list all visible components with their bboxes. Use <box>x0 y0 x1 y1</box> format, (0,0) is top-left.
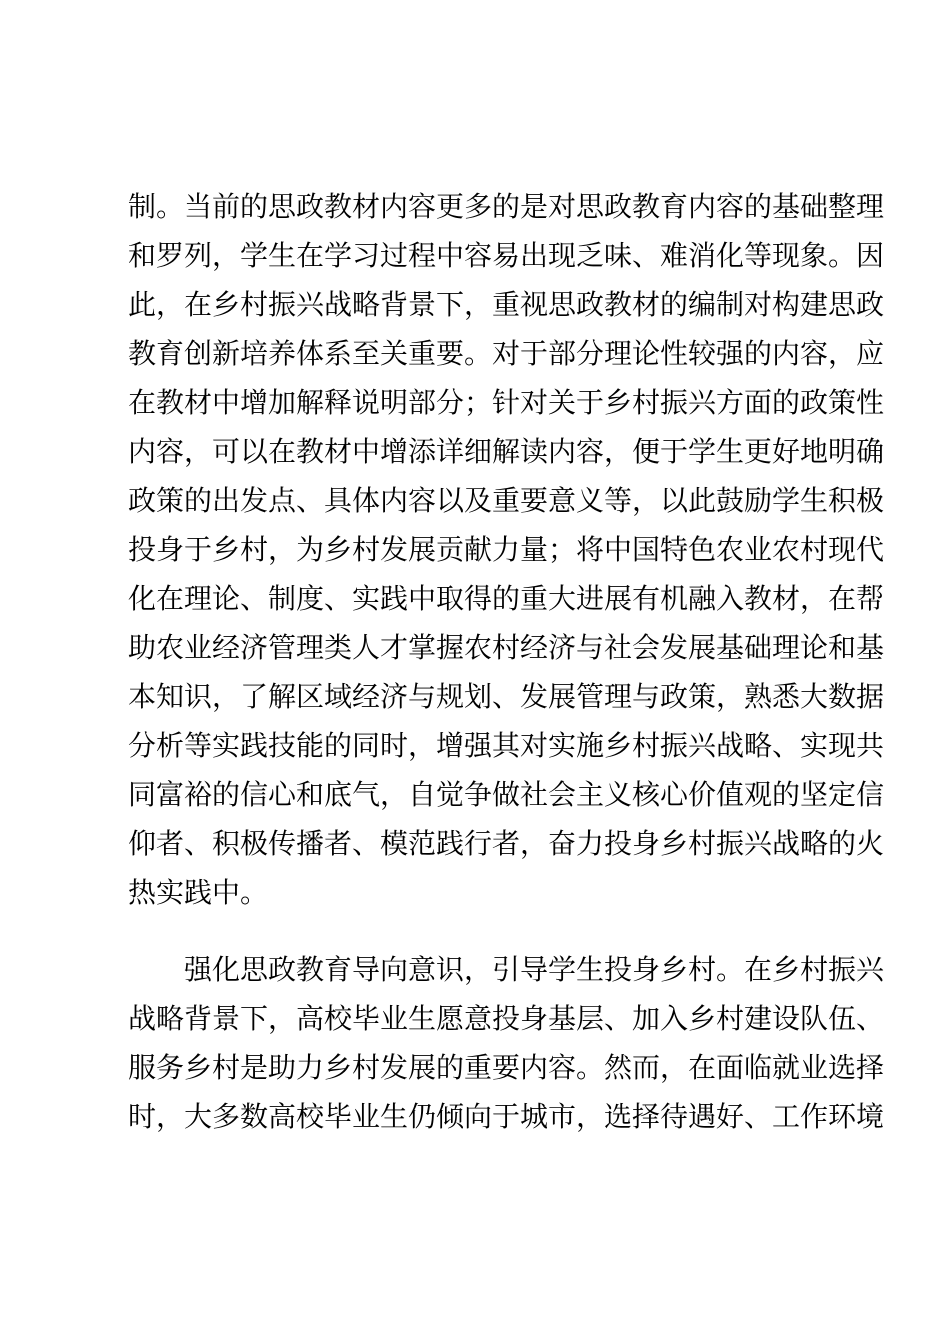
text-line: 服务乡村是助力乡村发展的重要内容。然而，在面临就业选择 <box>128 1051 885 1084</box>
text-line: 此，在乡村振兴战略背景下，重视思政教材的编制对构建思政 <box>128 288 885 321</box>
text-line: 教育创新培养体系至关重要。对于部分理论性较强的内容，应 <box>128 337 885 370</box>
text-line: 分析等实践技能的同时，增强其对实施乡村振兴战略、实现共 <box>128 729 885 762</box>
text-line: 热实践中。 <box>128 876 269 909</box>
text-line: 内容，可以在教材中增添详细解读内容，便于学生更好地明确 <box>128 435 885 468</box>
paragraph-2 <box>128 945 885 1141</box>
text-line: 本知识，了解区域经济与规划、发展管理与政策，熟悉大数据 <box>128 680 885 713</box>
text-line: 在教材中增加解释说明部分；针对关于乡村振兴方面的政策性 <box>128 386 885 419</box>
text-line: 和罗列，学生在学习过程中容易出现乏味、难消化等现象。因 <box>128 239 885 272</box>
text-line: 化在理论、制度、实践中取得的重大进展有机融入教材，在帮 <box>128 582 885 615</box>
text-line: 政策的出发点、具体内容以及重要意义等，以此鼓励学生积极 <box>128 484 885 517</box>
text-line: 强化思政教育导向意识，引导学生投身乡村。在乡村振兴 <box>128 953 885 986</box>
text-line: 投身于乡村，为乡村发展贡献力量；将中国特色农业农村现代 <box>128 533 885 566</box>
text-line: 战略背景下，高校毕业生愿意投身基层、加入乡村建设队伍、 <box>128 1002 885 1035</box>
text-line: 制。当前的思政教材内容更多的是对思政教育内容的基础整理 <box>128 190 885 223</box>
text-line: 助农业经济管理类人才掌握农村经济与社会发展基础理论和基 <box>128 631 885 664</box>
text-line: 仰者、积极传播者、模范践行者，奋力投身乡村振兴战略的火 <box>128 827 885 860</box>
paragraph-1 <box>128 182 885 917</box>
text-line: 同富裕的信心和底气，自觉争做社会主义核心价值观的坚定信 <box>128 778 885 811</box>
text-line: 时，大多数高校毕业生仍倾向于城市，选择待遇好、工作环境 <box>128 1100 885 1133</box>
